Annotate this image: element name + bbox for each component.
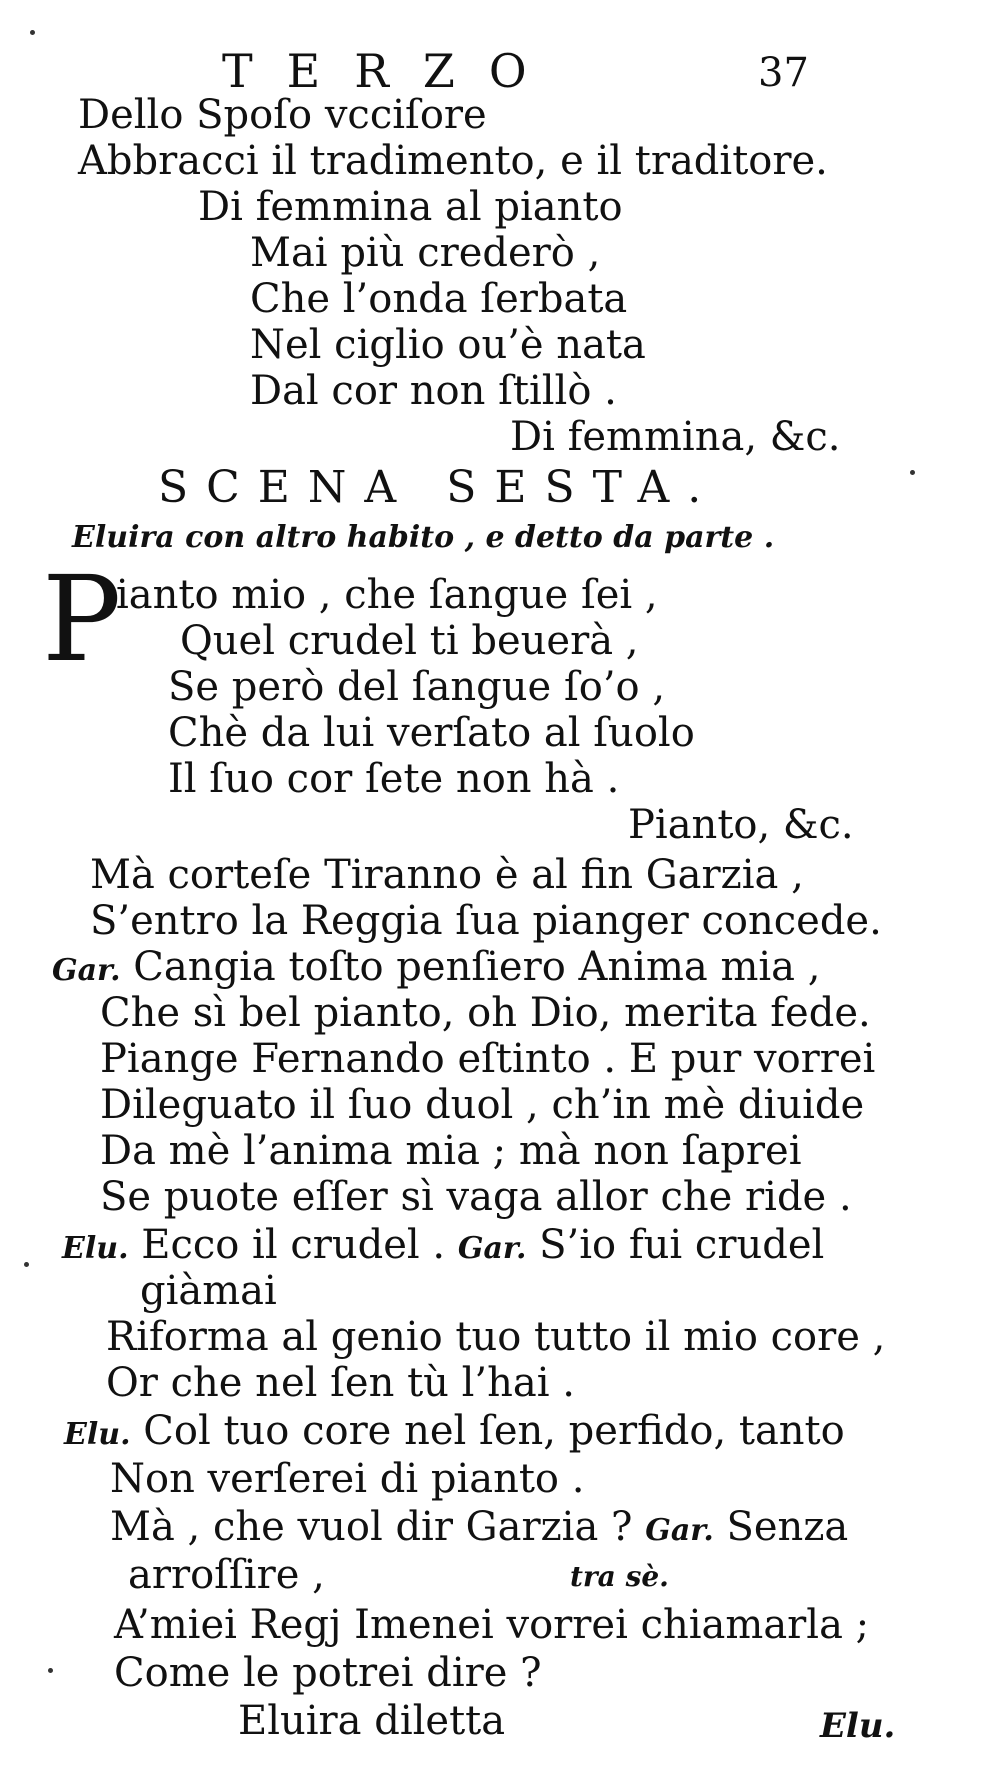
dialogue-line — [62, 1222, 824, 1272]
verse-line: Dello Spoſo vcciſore — [78, 92, 487, 138]
verse-line: Di femmina al pianto — [198, 184, 623, 230]
dialogue-line: Eluira diletta — [238, 1698, 506, 1744]
refrain-line: Pianto, &c. — [628, 802, 854, 848]
speaker-label: Elu. — [64, 1417, 131, 1452]
aria-line: Quel crudel ti beuerà , — [180, 618, 639, 664]
paper-speck — [48, 1668, 53, 1673]
dialogue-line: S’entro la Reggia ſua pianger concede. — [90, 898, 882, 944]
dialogue-line: Or che nel ſen tù l’hai . — [106, 1360, 575, 1406]
page-number: 37 — [758, 50, 809, 96]
paper-speck — [30, 30, 35, 35]
catchword: Elu. — [820, 1706, 896, 1746]
drop-cap: P — [42, 550, 122, 688]
dialogue-line: arroſſire , — [128, 1552, 325, 1598]
verse-line: Che l’onda ſerbata — [250, 276, 628, 322]
speech-text: Senza — [726, 1504, 849, 1550]
scene-heading: SCENA SESTA. — [158, 462, 720, 513]
refrain-line: Di femmina, &c. — [510, 414, 841, 460]
dialogue-line: Se puote eſſer sì vaga allor che ride . — [100, 1174, 852, 1220]
dialogue-line: Come le potrei dire ? — [114, 1650, 542, 1696]
dialogue-line — [110, 1504, 848, 1554]
speech-text: Mà , che vuol dir Garzia ? — [110, 1504, 633, 1550]
aria-line: Il ſuo cor ſete non hà . — [168, 756, 620, 802]
dialogue-line: giàmai — [140, 1268, 277, 1314]
aria-line: Se però del ſangue ſo’o , — [168, 664, 666, 710]
dialogue-line — [52, 944, 820, 994]
verse-line: Dal cor non ſtillò . — [250, 368, 617, 414]
dialogue-line — [64, 1408, 845, 1458]
verse-line: Abbracci il tradimento, e il traditore. — [78, 138, 828, 184]
verse-line: Mai più crederò , — [250, 230, 601, 276]
stage-direction: Eluira con altro habito , e detto da parte . — [72, 520, 775, 555]
aria-line: Chè da lui verſato al ſuolo — [168, 710, 695, 756]
dialogue-line: Piange Fernando eſtinto . E pur vorrei — [100, 1036, 876, 1082]
paper-speck — [24, 1262, 29, 1267]
dialogue-line: Da mè l’anima mia ; mà non ſaprei — [100, 1128, 802, 1174]
dialogue-line: Mà corteſe Tiranno è al fin Garzia , — [90, 852, 804, 898]
aria-line: ianto mio , che ſangue ſei , — [116, 572, 658, 618]
dialogue-line: Dileguato il ſuo duol , ch’in mè diuide — [100, 1082, 865, 1128]
dialogue-line: Riforma al genio tuo tutto il mio core , — [106, 1314, 886, 1360]
dialogue-line: Che sì bel pianto, oh Dio, merita fede. — [100, 990, 871, 1036]
running-header: TERZO — [222, 44, 561, 98]
dialogue-line: A’miei Regj Imenei vorrei chiamarla ; — [114, 1602, 870, 1648]
speaker-label: Gar. — [52, 953, 121, 988]
dialogue-line: Non verſerei di pianto . — [110, 1456, 585, 1502]
paper-speck — [910, 470, 915, 475]
speaker-label: Gar. — [645, 1513, 714, 1548]
speaker-label: Gar. — [457, 1231, 527, 1266]
speech-text: Ecco il crudel . — [141, 1222, 446, 1268]
speech-text: Cangia toſto penſiero Anima mia , — [133, 944, 821, 990]
verse-line: Nel ciglio ou’è nata — [250, 322, 646, 368]
speech-text: S’io fui crudel — [539, 1222, 825, 1268]
aside-direction: tra sè. — [570, 1560, 669, 1593]
speech-text: Col tuo core nel ſen, perfido, tanto — [143, 1408, 845, 1454]
speaker-label: Elu. — [62, 1231, 129, 1266]
